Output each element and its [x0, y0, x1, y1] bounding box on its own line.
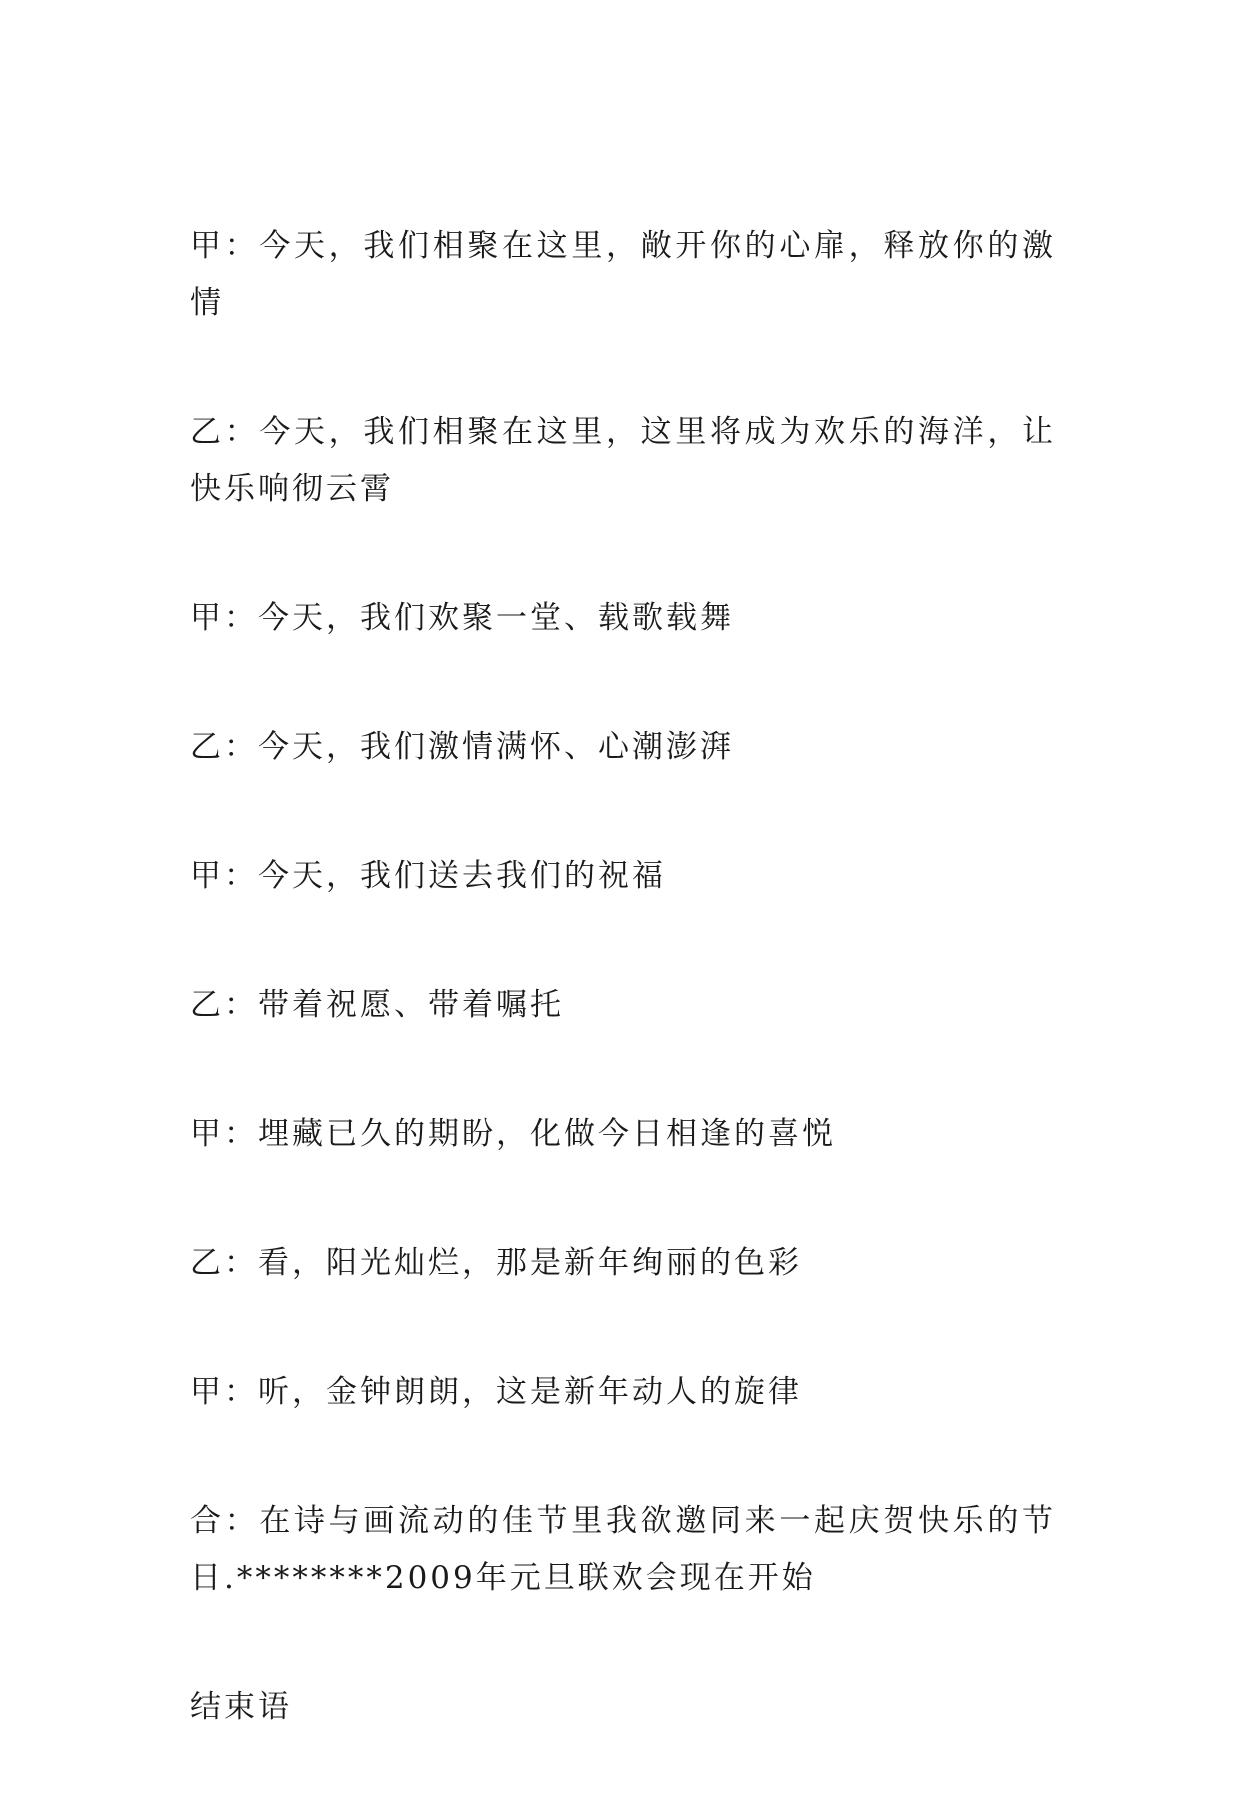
dialogue-line-yi-2: 乙：今天，我们激情满怀、心潮澎湃	[190, 729, 734, 765]
dialogue-line-yi-3: 乙：带着祝愿、带着嘱托	[190, 987, 564, 1023]
section-heading-closing: 结束语	[190, 1689, 292, 1725]
dialogue-line-together: 合：在诗与画流动的佳节里我欲邀同来一起庆贺快乐的节日.********2009年元旦联欢会现在开始	[190, 1503, 1056, 1596]
dialogue-line-yi-4: 乙：看，阳光灿烂，那是新年绚丽的色彩	[190, 1245, 802, 1281]
dialogue-line-jia-4: 甲：埋藏已久的期盼，化做今日相逢的喜悦	[190, 1116, 836, 1152]
dialogue-line-jia-1: 甲：今天，我们相聚在这里，敞开你的心扉，释放你的激情	[190, 228, 1056, 321]
dialogue-line-jia-3: 甲：今天，我们送去我们的祝福	[190, 858, 666, 894]
dialogue-line-yi-1: 乙：今天，我们相聚在这里，这里将成为欢乐的海洋，让快乐响彻云霄	[190, 414, 1056, 507]
document-body	[190, 218, 1056, 1808]
dialogue-line-jia-2: 甲：今天，我们欢聚一堂、载歌载舞	[190, 600, 734, 636]
dialogue-line-jia-5: 甲：听，金钟朗朗，这是新年动人的旋律	[190, 1374, 802, 1410]
